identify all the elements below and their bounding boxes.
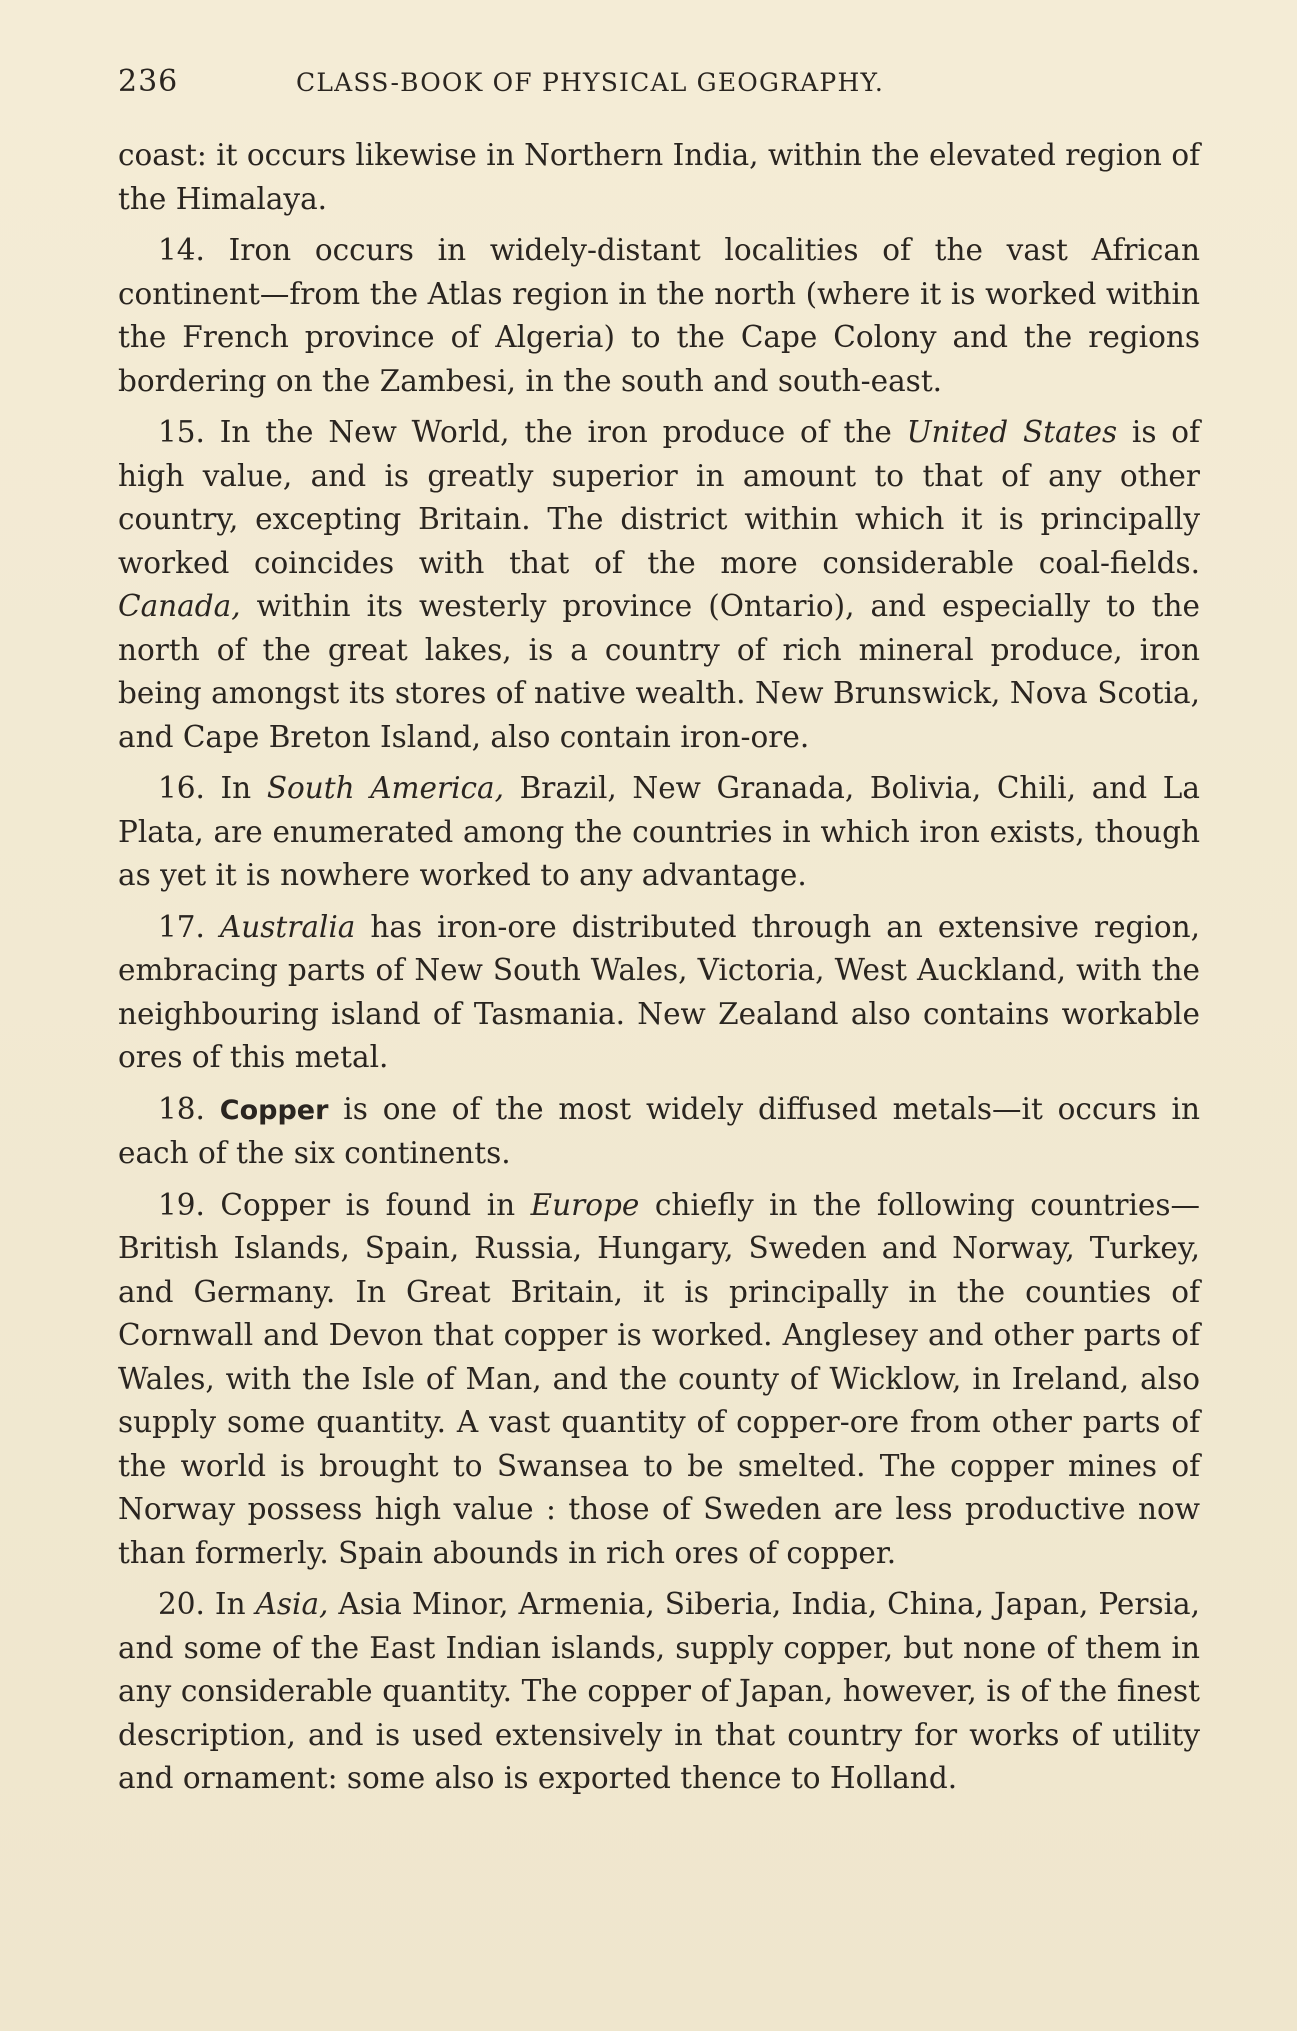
- page-number: 236: [118, 64, 179, 99]
- italic-term: Asia,: [255, 1587, 329, 1621]
- text-span: 19. Copper is found in: [158, 1187, 531, 1222]
- text-span: is of high value, and is greatly superior in amount to that of any other country, excepting Britain. The district within which it is principally worked coincides with that of the more considerable coal-fields.: [118, 415, 1200, 580]
- page-header: [118, 64, 1203, 112]
- paragraph-13-continued: [118, 134, 1200, 221]
- italic-term: Canada,: [118, 589, 241, 623]
- paragraph-20: [118, 1583, 1200, 1801]
- text-span: Brazil, New Granada, Bolivia, Chili, and La Plata, are enumerated among the countries in which iron exists, though as yet it is nowhere worked to any advantage.: [118, 771, 1200, 892]
- text-span: within its westerly province (Ontario), and especially to the north of the great lakes, is a country of rich mineral produce, iron being amongst its stores of native wealth. New Brunswick, Nova Scotia, and Cape Breton Island, also contain iron-ore.: [118, 589, 1200, 754]
- bold-term: Copper: [219, 1094, 329, 1126]
- paragraph-14: [118, 229, 1200, 403]
- body-text: [118, 134, 1200, 1801]
- paragraph-16: [118, 767, 1200, 898]
- paragraph-15: [118, 411, 1200, 759]
- italic-term: United States: [906, 415, 1118, 449]
- text-span: 15. In the New World, the iron produce of the: [158, 415, 907, 449]
- text-span: is one of the most widely diffused metals—it occurs in each of the six continents.: [118, 1091, 1200, 1170]
- paragraph-18: [118, 1088, 1200, 1176]
- italic-term: South America,: [266, 771, 505, 805]
- text-span: has iron-ore distributed through an extensive region, embracing parts of New South Wales, Victoria, West Auckland, with the neighbouring island of Tasmania. New Zealand also contains workable ores of this metal.: [118, 909, 1201, 1074]
- text-span: 20. In: [158, 1587, 256, 1621]
- paragraph-17: [118, 906, 1200, 1080]
- text-span: Asia Minor, Armenia, Siberia, India, China, Japan, Persia, and some of the East Indian islands, supply copper, but none of them in any considerable quantity. The copper of Japan, however, is of the finest description, and is used extensively in that country for works of utility and ornament: some also is exported thence to Holland.: [118, 1587, 1200, 1795]
- text-span: 17.: [158, 909, 220, 944]
- italic-term: Europe: [530, 1187, 640, 1222]
- italic-term: Australia: [219, 909, 356, 944]
- text-span: 16. In: [158, 771, 267, 805]
- text-span: coast: it occurs likewise in Northern India, within the elevated region of the Himalaya.: [118, 138, 1200, 216]
- text-span: 14. Iron occurs in widely-distant localities of the vast African continent—from the Atlas region in the north (where it is worked within the French province of Algeria) to the Cape Colony and the regions bordering on the Zambesi, in the south and south-east.: [118, 233, 1200, 398]
- paragraph-19: [118, 1184, 1200, 1576]
- text-span: 18.: [158, 1091, 220, 1126]
- text-span: chiefly in the following countries—British Islands, Spain, Russia, Hungary, Sweden and Norway, Turkey, and Germany. In Great Britain, it is principally in the counties of Cornwall and Devon that copper is worked. Anglesey and other parts of Wales, with the Isle of Man, and the county of Wicklow, in Ireland, also supply some quantity. A vast quantity of copper-ore from other parts of the world is brought to Swansea to be smelted. The copper mines of Norway possess high value : those of Sweden are less productive now than formerly. Spain abounds in rich ores of copper.: [118, 1187, 1200, 1570]
- running-head: CLASS-BOOK OF PHYSICAL GEOGRAPHY.: [296, 68, 885, 97]
